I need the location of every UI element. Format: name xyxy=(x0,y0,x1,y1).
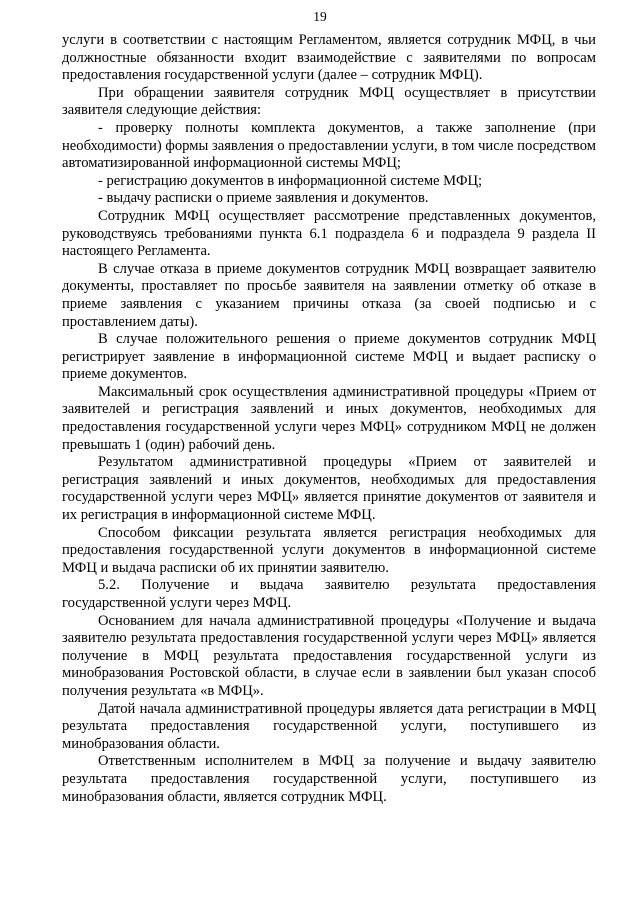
page-number: 19 xyxy=(313,9,327,24)
document-body xyxy=(62,32,596,806)
paragraph-max-duration: Максимальный срок осуществления административной процедуры «Прием от заявителей и регистрация заявлений и иных документов, необходимых для предоставления государственной услуги через МФЦ» сотрудником МФЦ не должен превышать 1 (один) рабочий день. xyxy=(62,383,596,453)
section-heading-5-2: 5.2. Получение и выдача заявителю результата предоставления государственной услуги через МФЦ. xyxy=(62,577,596,611)
paragraph-result: Результатом административной процедуры «Прием от заявителей и регистрация заявлений и иных документов, необходимых для предоставления государственной услуги через МФЦ» является принятие документов от заявителя и их регистрация в информационной системе МФЦ. xyxy=(62,454,596,524)
paragraph-refusal: В случае отказа в приеме документов сотрудник МФЦ возвращает заявителю документы, проставляет по просьбе заявителя на заявлении отметку об отказе в приеме заявления с указанием причины отказа (за своей подписью и с проставлением даты). xyxy=(62,260,596,330)
paragraph-actions-intro: При обращении заявителя сотрудник МФЦ осуществляет в присутствии заявителя следующие действия: xyxy=(62,84,596,119)
list-item-check-documents: - проверку полноты комплекта документов, а также заполнение (при необходимости) формы заявления о предоставлении услуги, в том числе посредством автоматизированной информационной системы МФЦ; xyxy=(62,119,596,172)
paragraph-start-date: Датой начала административной процедуры является дата регистрации в МФЦ результата предоставления государственной услуги, поступившего из минобразования области. xyxy=(62,700,596,752)
paragraph-continuation: услуги в соответствии с настоящим Регламентом, является сотрудник МФЦ, в чьи должностные обязанности входит взаимодействие с заявителями по вопросам предоставления государственной услуги (далее – сотрудник МФЦ). xyxy=(62,32,596,84)
paragraph-responsible: Ответственным исполнителем в МФЦ за получение и выдачу заявителю результата предоставления государственной услуги, поступившего из минобразования области, является сотрудник МФЦ. xyxy=(62,753,596,805)
paragraph-review-documents: Сотрудник МФЦ осуществляет рассмотрение представленных документов, руководствуясь требованиями пункта 6.1 подраздела 6 и подраздела 9 раздела II настоящего Регламента. xyxy=(62,207,596,260)
paragraph-fixation-method: Способом фиксации результата является регистрация необходимых для предоставления государственной услуги документов в информационной системе МФЦ и выдача расписки об их принятии заявителю. xyxy=(62,524,596,576)
paragraph-positive-decision: В случае положительного решения о приеме документов сотрудник МФЦ регистрирует заявление в информационной системе МФЦ и выдает расписку о приеме документов. xyxy=(62,331,596,383)
list-item-register-documents: - регистрацию документов в информационной системе МФЦ; xyxy=(98,172,483,189)
list-item-issue-receipt: - выдачу расписки о приеме заявления и документов. xyxy=(98,190,429,207)
paragraph-basis: Основанием для начала административной процедуры «Получение и выдача заявителю результата предоставления государственной услуги через МФЦ» является получение в МФЦ результата предоставления государственной услуги из минобразования Ростовской области, в случае если в заявлении был указан способ получения результата «в МФЦ». xyxy=(62,612,596,699)
